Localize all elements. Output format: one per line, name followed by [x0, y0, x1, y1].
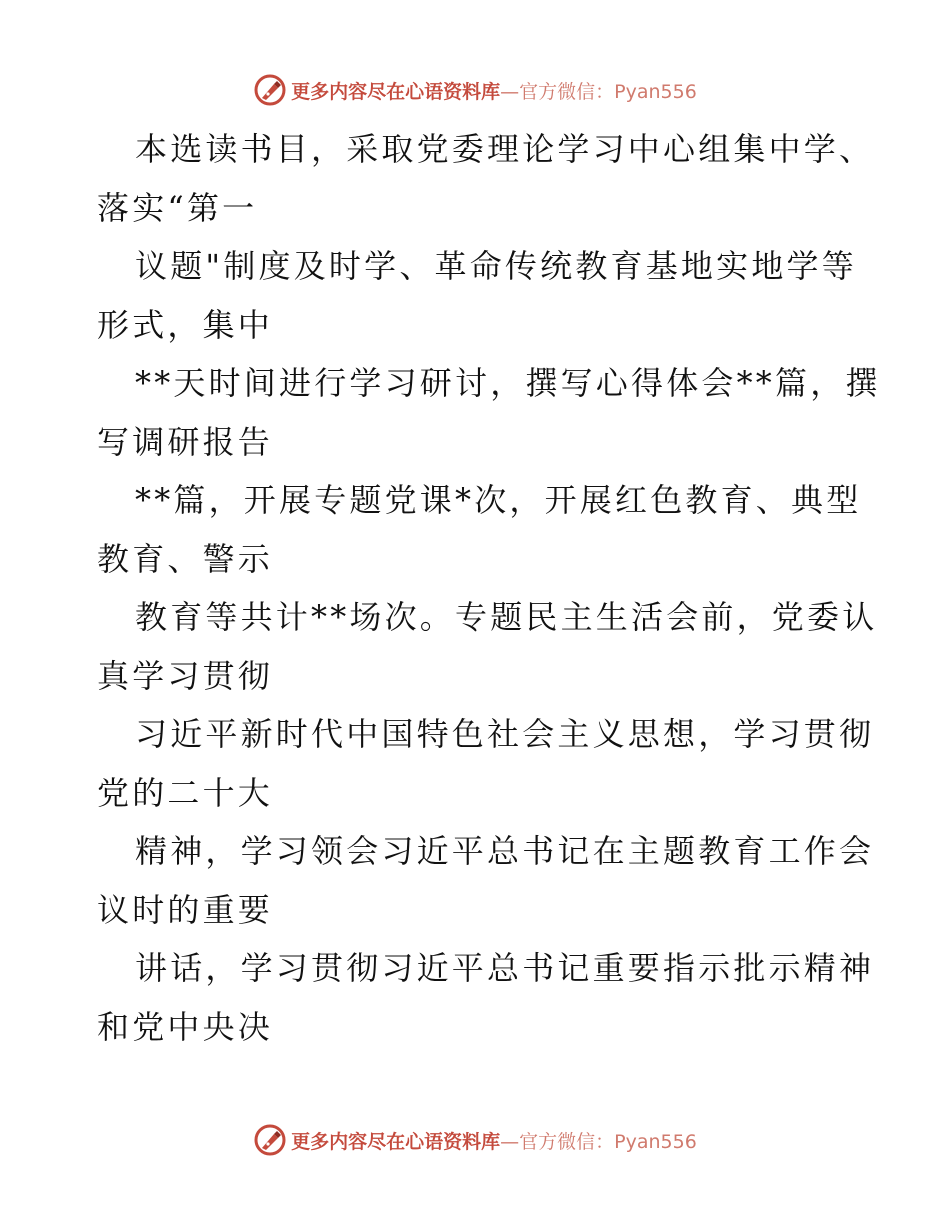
text-line: 议时的重要: [97, 890, 274, 929]
text-line: 落实“第一: [97, 188, 258, 227]
document-body: [97, 120, 887, 1056]
text-line: 形式，集中: [97, 305, 274, 344]
fountain-pen-logo-icon: [253, 1123, 287, 1157]
fountain-pen-logo-icon: [253, 73, 287, 107]
text-line: 教育、警示: [97, 539, 274, 578]
text-line: 和党中央决: [97, 1007, 274, 1046]
text-line: 教育等共计**场次。专题民主生活会前，党委认: [135, 598, 878, 636]
watermark-contact: —官方微信：Pyan556: [500, 1130, 697, 1153]
watermark-contact: —官方微信：Pyan556: [500, 80, 697, 103]
text-line: 讲话，学习贯彻习近平总书记重要指示批示精神: [135, 949, 875, 987]
text-line: 精神，学习领会习近平总书记在主题教育工作会: [135, 832, 875, 870]
watermark-title: 更多内容尽在心语资料库: [291, 80, 501, 103]
watermark-title: 更多内容尽在心语资料库: [291, 1130, 501, 1153]
text-line: 真学习贯彻: [97, 656, 274, 695]
text-line: 本选读书目，采取党委理论学习中心组集中学、: [135, 130, 875, 168]
text-line: 习近平新时代中国特色社会主义思想，学习贯彻: [135, 715, 875, 753]
text-line: **篇，开展专题党课*次，开展红色教育、典型: [135, 481, 862, 519]
footer-watermark: [0, 1120, 950, 1160]
text-line: 党的二十大: [97, 773, 274, 812]
header-watermark: [0, 70, 950, 110]
text-line: 议题"制度及时学、革命传统教育基地实地学等: [135, 247, 857, 285]
text-line: 写调研报告: [97, 422, 274, 461]
text-line: **天时间进行学习研讨，撰写心得体会**篇，撰: [135, 364, 881, 402]
